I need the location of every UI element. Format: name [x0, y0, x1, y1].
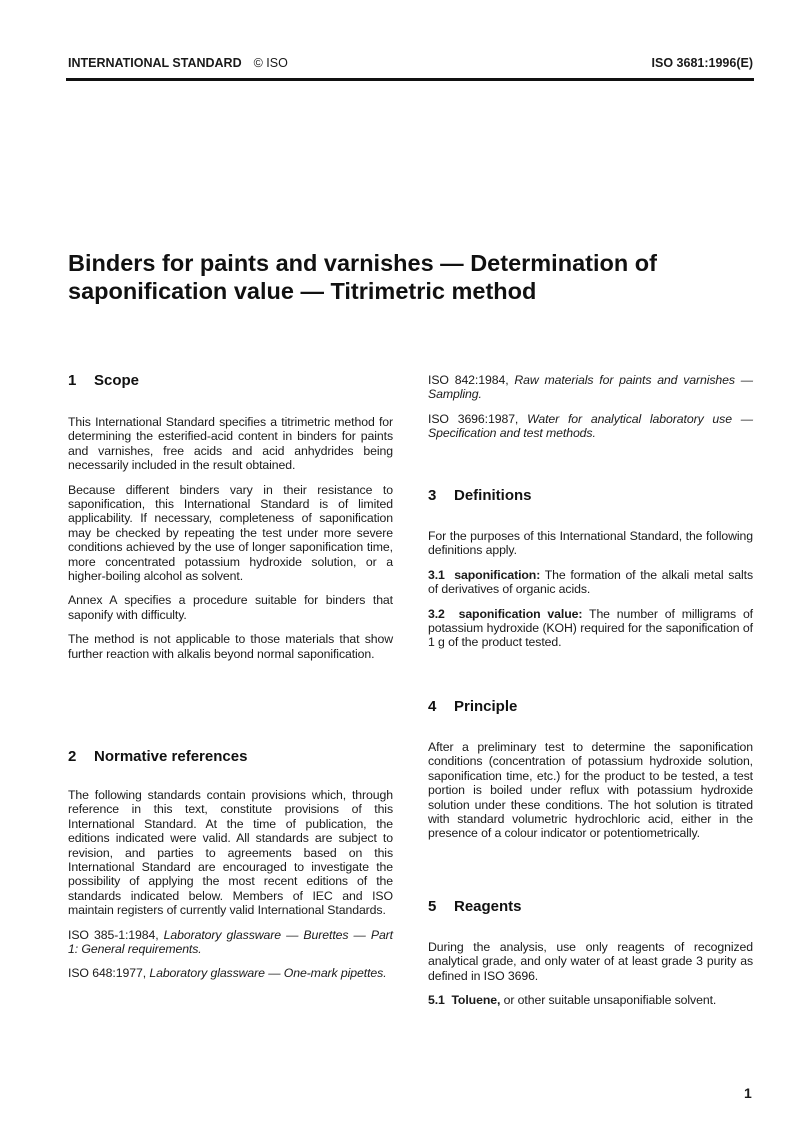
ref-title: Laboratory glassware — One-mark pipettes.	[149, 966, 387, 981]
standard-number: ISO 3681:1996(E)	[651, 56, 753, 70]
paragraph: After a preliminary test to determine the saponification conditions (concentration of potassium hydroxide solution, saponification time, etc.) for the product to be tested, a test portion is boiled under reflux with potassium hydroxide solution under these conditions. The hot solution is titrated with standard volumetric hydrochloric acid, either in the presence of a colour indicator or potentiometrically.	[428, 740, 753, 841]
definition	[428, 607, 753, 650]
term: Toluene,	[451, 993, 501, 1008]
term: saponification:	[454, 567, 541, 582]
section-title: Normative references	[94, 748, 248, 765]
paragraph: For the purposes of this International Standard, the following definitions apply.	[428, 529, 753, 558]
heading-normative-references	[68, 748, 247, 765]
clause-number: 5.1	[428, 993, 445, 1008]
section-number: 1	[68, 372, 77, 389]
header-rule	[66, 78, 754, 81]
section-title: Reagents	[454, 898, 522, 915]
reference	[428, 373, 753, 402]
reference	[68, 928, 393, 957]
ref-title: Laboratory glassware — Burettes — Part 1: General requirements.	[68, 927, 393, 957]
heading-definitions	[428, 487, 532, 504]
paragraph: During the analysis, use only reagents of recognized analytical grade, and only water of at least grade 3 purity as defined in ISO 3696.	[428, 940, 753, 983]
ref-code: ISO 648:1977,	[68, 966, 147, 981]
definition-text: The formation of the alkali metal salts of derivatives of organic acids.	[428, 567, 753, 597]
reagents-body	[428, 940, 753, 1018]
reference	[68, 966, 393, 980]
definition-text: The number of milligrams of potassium hydroxide (KOH) required for the saponification of 1 g of the product tested.	[428, 606, 753, 650]
section-number: 3	[428, 487, 437, 504]
heading-reagents	[428, 898, 522, 915]
section-number: 4	[428, 698, 437, 715]
ref-code: ISO 385-1:1984,	[68, 927, 159, 942]
page-number: 1	[744, 1085, 752, 1101]
document-title: Binders for paints and varnishes — Determination of saponification value — Titrimetric method	[68, 250, 657, 304]
paragraph: Because different binders vary in their resistance to saponification, this International Standard is of limited applicability. If necessary, completeness of saponification may be checked by repeating the test under more severe conditions achieved by the use of longer saponification time, more concentrated potassium hydroxide solution, or a higher-boiling alcohol as solvent.	[68, 482, 393, 584]
section-number: 2	[68, 748, 77, 765]
running-header-left	[68, 56, 288, 70]
definition	[428, 568, 753, 597]
paragraph: The method is not applicable to those materials that show further reaction with alkalis beyond normal saponification.	[68, 632, 393, 661]
paragraph: This International Standard specifies a titrimetric method for determining the esterified-acid content in binders for paints and varnishes, free acids and acid anhydrides being necessarily included in the result obtained.	[68, 415, 393, 473]
normative-refs-cont	[428, 373, 753, 451]
ref-title: Raw materials for paints and varnishes — Sampling.	[428, 373, 753, 402]
normative-body	[68, 788, 393, 991]
scope-body	[68, 415, 393, 671]
paragraph: The following standards contain provisions which, through reference in this text, constitute provisions of this International Standard. At the time of publication, the editions indicated were valid. All standards are subject to revision, and parties to agreements based on this International Standard are encouraged to investigate the possibility of applying the most recent editions of the standards indicated below. Members of IEC and ISO maintain registers of currently valid International Standards.	[68, 788, 393, 918]
heading-principle	[428, 698, 517, 715]
reagent-item	[428, 993, 753, 1007]
clause-number: 3.2	[428, 606, 445, 621]
section-title: Scope	[94, 372, 140, 389]
section-title: Principle	[454, 698, 518, 715]
principle-body	[428, 740, 753, 851]
clause-number: 3.1	[428, 567, 445, 582]
reagent-text: or other suitable unsaponifiable solvent.	[503, 993, 717, 1008]
definitions-body	[428, 529, 753, 660]
paragraph: Annex A specifies a procedure suitable for binders that saponify with difficulty.	[68, 593, 393, 622]
section-title: Definitions	[454, 487, 532, 504]
copyright: © ISO	[253, 56, 288, 70]
ref-title: Water for analytical laboratory use — Specification and test methods.	[428, 411, 753, 441]
standard-type: INTERNATIONAL STANDARD	[68, 56, 242, 70]
section-number: 5	[428, 898, 437, 915]
heading-scope	[68, 372, 139, 389]
ref-code: ISO 3696:1987,	[428, 411, 519, 426]
term: saponification value:	[458, 606, 583, 621]
ref-code: ISO 842:1984,	[428, 373, 509, 387]
reference	[428, 412, 753, 441]
